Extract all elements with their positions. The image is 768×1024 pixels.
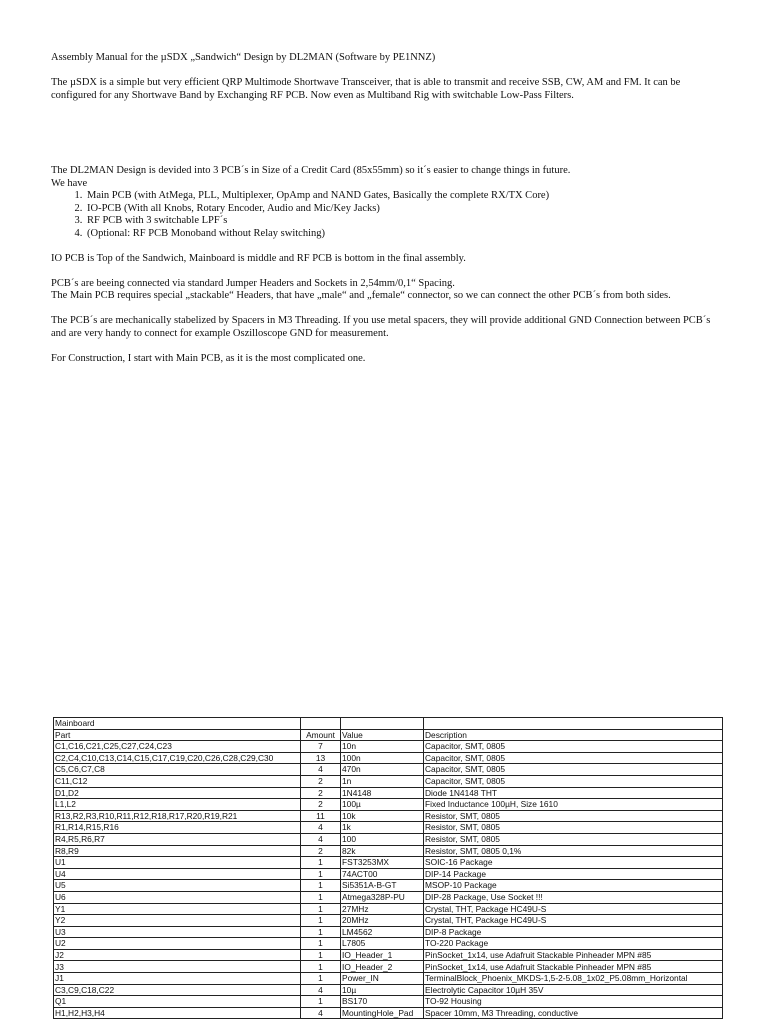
bom-cell-amount: 4 [301, 1007, 341, 1019]
bom-row [54, 741, 723, 753]
bom-row [54, 938, 723, 950]
bom-cell-amount: 1 [301, 880, 341, 892]
bom-cell-part: U1 [54, 857, 301, 869]
bom-cell-part: Y1 [54, 903, 301, 915]
bom-cell-value: 470n [341, 764, 424, 776]
bom-row [54, 787, 723, 799]
pcb-list-item: 1. Main PCB (with AtMega, PLL, Multiplexer, OpAmp and NAND Gates, Basically the complete RX/TX Core) [85, 190, 715, 203]
bom-cell-amount: 4 [301, 984, 341, 996]
bom-cell-amount: 2 [301, 775, 341, 787]
bom-row [54, 833, 723, 845]
bom-cell-value: 74ACT00 [341, 868, 424, 880]
bom-cell-part: Q1 [54, 996, 301, 1008]
pcb-list-item: 3. RF PCB with 3 switchable LPF´s [85, 215, 715, 228]
bom-cell-description: PinSocket_1x14, use Adafruit Stackable Pinheader MPN #85 [424, 961, 723, 973]
bom-cell-amount: 13 [301, 752, 341, 764]
bom-row [54, 822, 723, 834]
pcb-list [51, 190, 715, 240]
bom-cell-value: 82k [341, 845, 424, 857]
bom-cell-part: R4,R5,R6,R7 [54, 833, 301, 845]
bom-cell-value: 1k [341, 822, 424, 834]
bom-cell-description: SOIC-16 Package [424, 857, 723, 869]
bom-row [54, 775, 723, 787]
bom-cell-description: DIP-8 Package [424, 926, 723, 938]
bom-cell-description: TO-92 Housing [424, 996, 723, 1008]
bom-cell-value: 10n [341, 741, 424, 753]
bom-cell-amount: 1 [301, 996, 341, 1008]
bom-cell-amount: 1 [301, 891, 341, 903]
bom-cell-part: Y2 [54, 915, 301, 927]
bom-row [54, 880, 723, 892]
bom-row [54, 752, 723, 764]
bom-cell-description: Capacitor, SMT, 0805 [424, 752, 723, 764]
pcb-list-item: 4. (Optional: RF PCB Monoband without Relay switching) [85, 228, 715, 241]
construction-paragraph: For Construction, I start with Main PCB, as it is the most complicated one. [51, 352, 366, 364]
bom-cell-value: 100 [341, 833, 424, 845]
connection-paragraph-2: The Main PCB requires special „stackable“ Headers, that have „male“ and „female“ connector, so we can connect the other PCB´s from both sides. [51, 290, 671, 301]
bom-cell-description: Resistor, SMT, 0805 0,1% [424, 845, 723, 857]
design-paragraph: The DL2MAN Design is devided into 3 PCB´s in Size of a Credit Card (85x55mm) so it´s easier to change things in future. [51, 165, 571, 176]
bom-cell-amount: 11 [301, 810, 341, 822]
bom-cell-part: C1,C16,C21,C25,C27,C24,C23 [54, 741, 301, 753]
bom-cell-amount: 1 [301, 868, 341, 880]
bom-cell-description: Capacitor, SMT, 0805 [424, 764, 723, 776]
document-title: Assembly Manual for the µSDX „Sandwich“ Design by DL2MAN (Software by PE1NNZ) [51, 52, 436, 63]
bom-cell-part: U3 [54, 926, 301, 938]
bom-cell-value: LM4562 [341, 926, 424, 938]
bom-row [54, 764, 723, 776]
bom-cell-amount: 1 [301, 973, 341, 985]
bom-cell-part: U4 [54, 868, 301, 880]
bom-cell-value: Si5351A-B-GT [341, 880, 424, 892]
bom-cell-value: 100µ [341, 799, 424, 811]
bom-row [54, 903, 723, 915]
bom-cell-value: 27MHz [341, 903, 424, 915]
header-description: Description [424, 729, 723, 741]
bom-section-title: Mainboard [54, 718, 301, 730]
bom-row [54, 915, 723, 927]
bom-cell-description: Fixed Inductance 100µH, Size 1610 [424, 799, 723, 811]
bom-cell-description: DIP-28 Package, Use Socket !!! [424, 891, 723, 903]
bom-cell-value: MountingHole_Pad [341, 1007, 424, 1019]
connection-paragraph-1: PCB´s are beeing connected via standard Jumper Headers and Sockets in 2,54mm/0,1“ Spacing. [51, 277, 455, 289]
bom-cell-description: Resistor, SMT, 0805 [424, 810, 723, 822]
bom-cell-value: IO_Header_1 [341, 949, 424, 961]
bom-cell-amount: 4 [301, 764, 341, 776]
bom-row [54, 810, 723, 822]
bom-cell-description: PinSocket_1x14, use Adafruit Stackable Pinheader MPN #85 [424, 949, 723, 961]
bom-cell-part: R13,R2,R3,R10,R11,R12,R18,R17,R20,R19,R21 [54, 810, 301, 822]
bom-cell-amount: 1 [301, 938, 341, 950]
bom-cell-amount: 1 [301, 857, 341, 869]
bom-cell-description: Crystal, THT, Package HC49U-S [424, 915, 723, 927]
bom-cell-description: Crystal, THT, Package HC49U-S [424, 903, 723, 915]
bom-cell-part: J3 [54, 961, 301, 973]
we-have-label: We have [51, 177, 88, 189]
bom-cell-value: 1n [341, 775, 424, 787]
bom-row [54, 845, 723, 857]
sandwich-order-paragraph: IO PCB is Top of the Sandwich, Mainboard is middle and RF PCB is bottom in the final assembly. [51, 252, 466, 264]
bom-cell-part: U6 [54, 891, 301, 903]
bom-cell-value: FST3253MX [341, 857, 424, 869]
bom-cell-amount: 2 [301, 787, 341, 799]
bom-cell-description: TerminalBlock_Phoenix_MKDS-1,5-2-5.08_1x02_P5.08mm_Horizontal [424, 973, 723, 985]
bom-cell-amount: 1 [301, 915, 341, 927]
bom-cell-amount: 4 [301, 833, 341, 845]
bom-cell-value: Atmega328P-PU [341, 891, 424, 903]
bom-cell-value: 20MHz [341, 915, 424, 927]
bom-cell-part: J1 [54, 973, 301, 985]
bom-row [54, 891, 723, 903]
bom-row [54, 961, 723, 973]
bom-cell-amount: 1 [301, 949, 341, 961]
bom-table [53, 717, 723, 1019]
bom-cell-part: U2 [54, 938, 301, 950]
bom-cell-value: 1N4148 [341, 787, 424, 799]
bom-cell-description: MSOP-10 Package [424, 880, 723, 892]
header-value: Value [341, 729, 424, 741]
bom-cell-part: H1,H2,H3,H4 [54, 1007, 301, 1019]
bom-cell-description: Resistor, SMT, 0805 [424, 833, 723, 845]
bom-row [54, 857, 723, 869]
bom-cell-description: Resistor, SMT, 0805 [424, 822, 723, 834]
bom-cell-amount: 1 [301, 903, 341, 915]
bom-cell-part: C3,C9,C18,C22 [54, 984, 301, 996]
bom-cell-value: 100n [341, 752, 424, 764]
header-amount: Amount [301, 729, 341, 741]
document-body [51, 52, 715, 365]
bom-cell-part: R1,R14,R15,R16 [54, 822, 301, 834]
bom-row [54, 868, 723, 880]
bom-row [54, 973, 723, 985]
header-part: Part [54, 729, 301, 741]
bom-row [54, 799, 723, 811]
bom-cell-amount: 2 [301, 845, 341, 857]
bom-cell-part: C5,C6,C7,C8 [54, 764, 301, 776]
bom-cell-part: R8,R9 [54, 845, 301, 857]
bom-cell-value: Power_IN [341, 973, 424, 985]
bom-section-row [54, 718, 723, 730]
bom-cell-amount: 2 [301, 799, 341, 811]
bom-cell-part: D1,D2 [54, 787, 301, 799]
bom-cell-amount: 4 [301, 822, 341, 834]
bom-cell-description: Capacitor, SMT, 0805 [424, 775, 723, 787]
bom-cell-amount: 1 [301, 926, 341, 938]
bom-cell-value: 10µ [341, 984, 424, 996]
bom-cell-description: TO-220 Package [424, 938, 723, 950]
bom-cell-part: L1,L2 [54, 799, 301, 811]
spacers-paragraph: The PCB´s are mechanically stabelized by Spacers in M3 Threading. If you use metal spacers, they will provide additional GND Connection between PCB´s and are very handy to connect for example Oszilloscope GND for measurement. [51, 315, 711, 339]
bom-row [54, 984, 723, 996]
bom-cell-description: DIP-14 Package [424, 868, 723, 880]
bom-row [54, 926, 723, 938]
pcb-list-item: 2. IO-PCB (With all Knobs, Rotary Encoder, Audio and Mic/Key Jacks) [85, 203, 715, 216]
bom-cell-part: C2,C4,C10,C13,C14,C15,C17,C19,C20,C26,C28,C29,C30 [54, 752, 301, 764]
bom-row [54, 1007, 723, 1019]
bom-cell-part: U5 [54, 880, 301, 892]
bom-cell-value: IO_Header_2 [341, 961, 424, 973]
bom-cell-value: BS170 [341, 996, 424, 1008]
bom-cell-description: Spacer 10mm, M3 Threading, conductive [424, 1007, 723, 1019]
bom-cell-description: Capacitor, SMT, 0805 [424, 741, 723, 753]
bom-header-row [54, 729, 723, 741]
bom-cell-amount: 1 [301, 961, 341, 973]
bom-cell-value: 10k [341, 810, 424, 822]
bom-cell-description: Diode 1N4148 THT [424, 787, 723, 799]
bom-row [54, 949, 723, 961]
bom-row [54, 996, 723, 1008]
bom-cell-description: Electrolytic Capacitor 10µH 35V [424, 984, 723, 996]
bom-cell-value: L7805 [341, 938, 424, 950]
bom-cell-part: C11,C12 [54, 775, 301, 787]
bom-cell-amount: 7 [301, 741, 341, 753]
bom-cell-part: J2 [54, 949, 301, 961]
intro-paragraph: The µSDX is a simple but very efficient QRP Multimode Shortwave Transceiver, that is able to transmit and receive SSB, CW, AM and FM. It can be configured for any Shortwave Band by Exchanging RF PCB. Now even as Multiband Rig with switchable Low-Pass Filters. [51, 77, 681, 101]
